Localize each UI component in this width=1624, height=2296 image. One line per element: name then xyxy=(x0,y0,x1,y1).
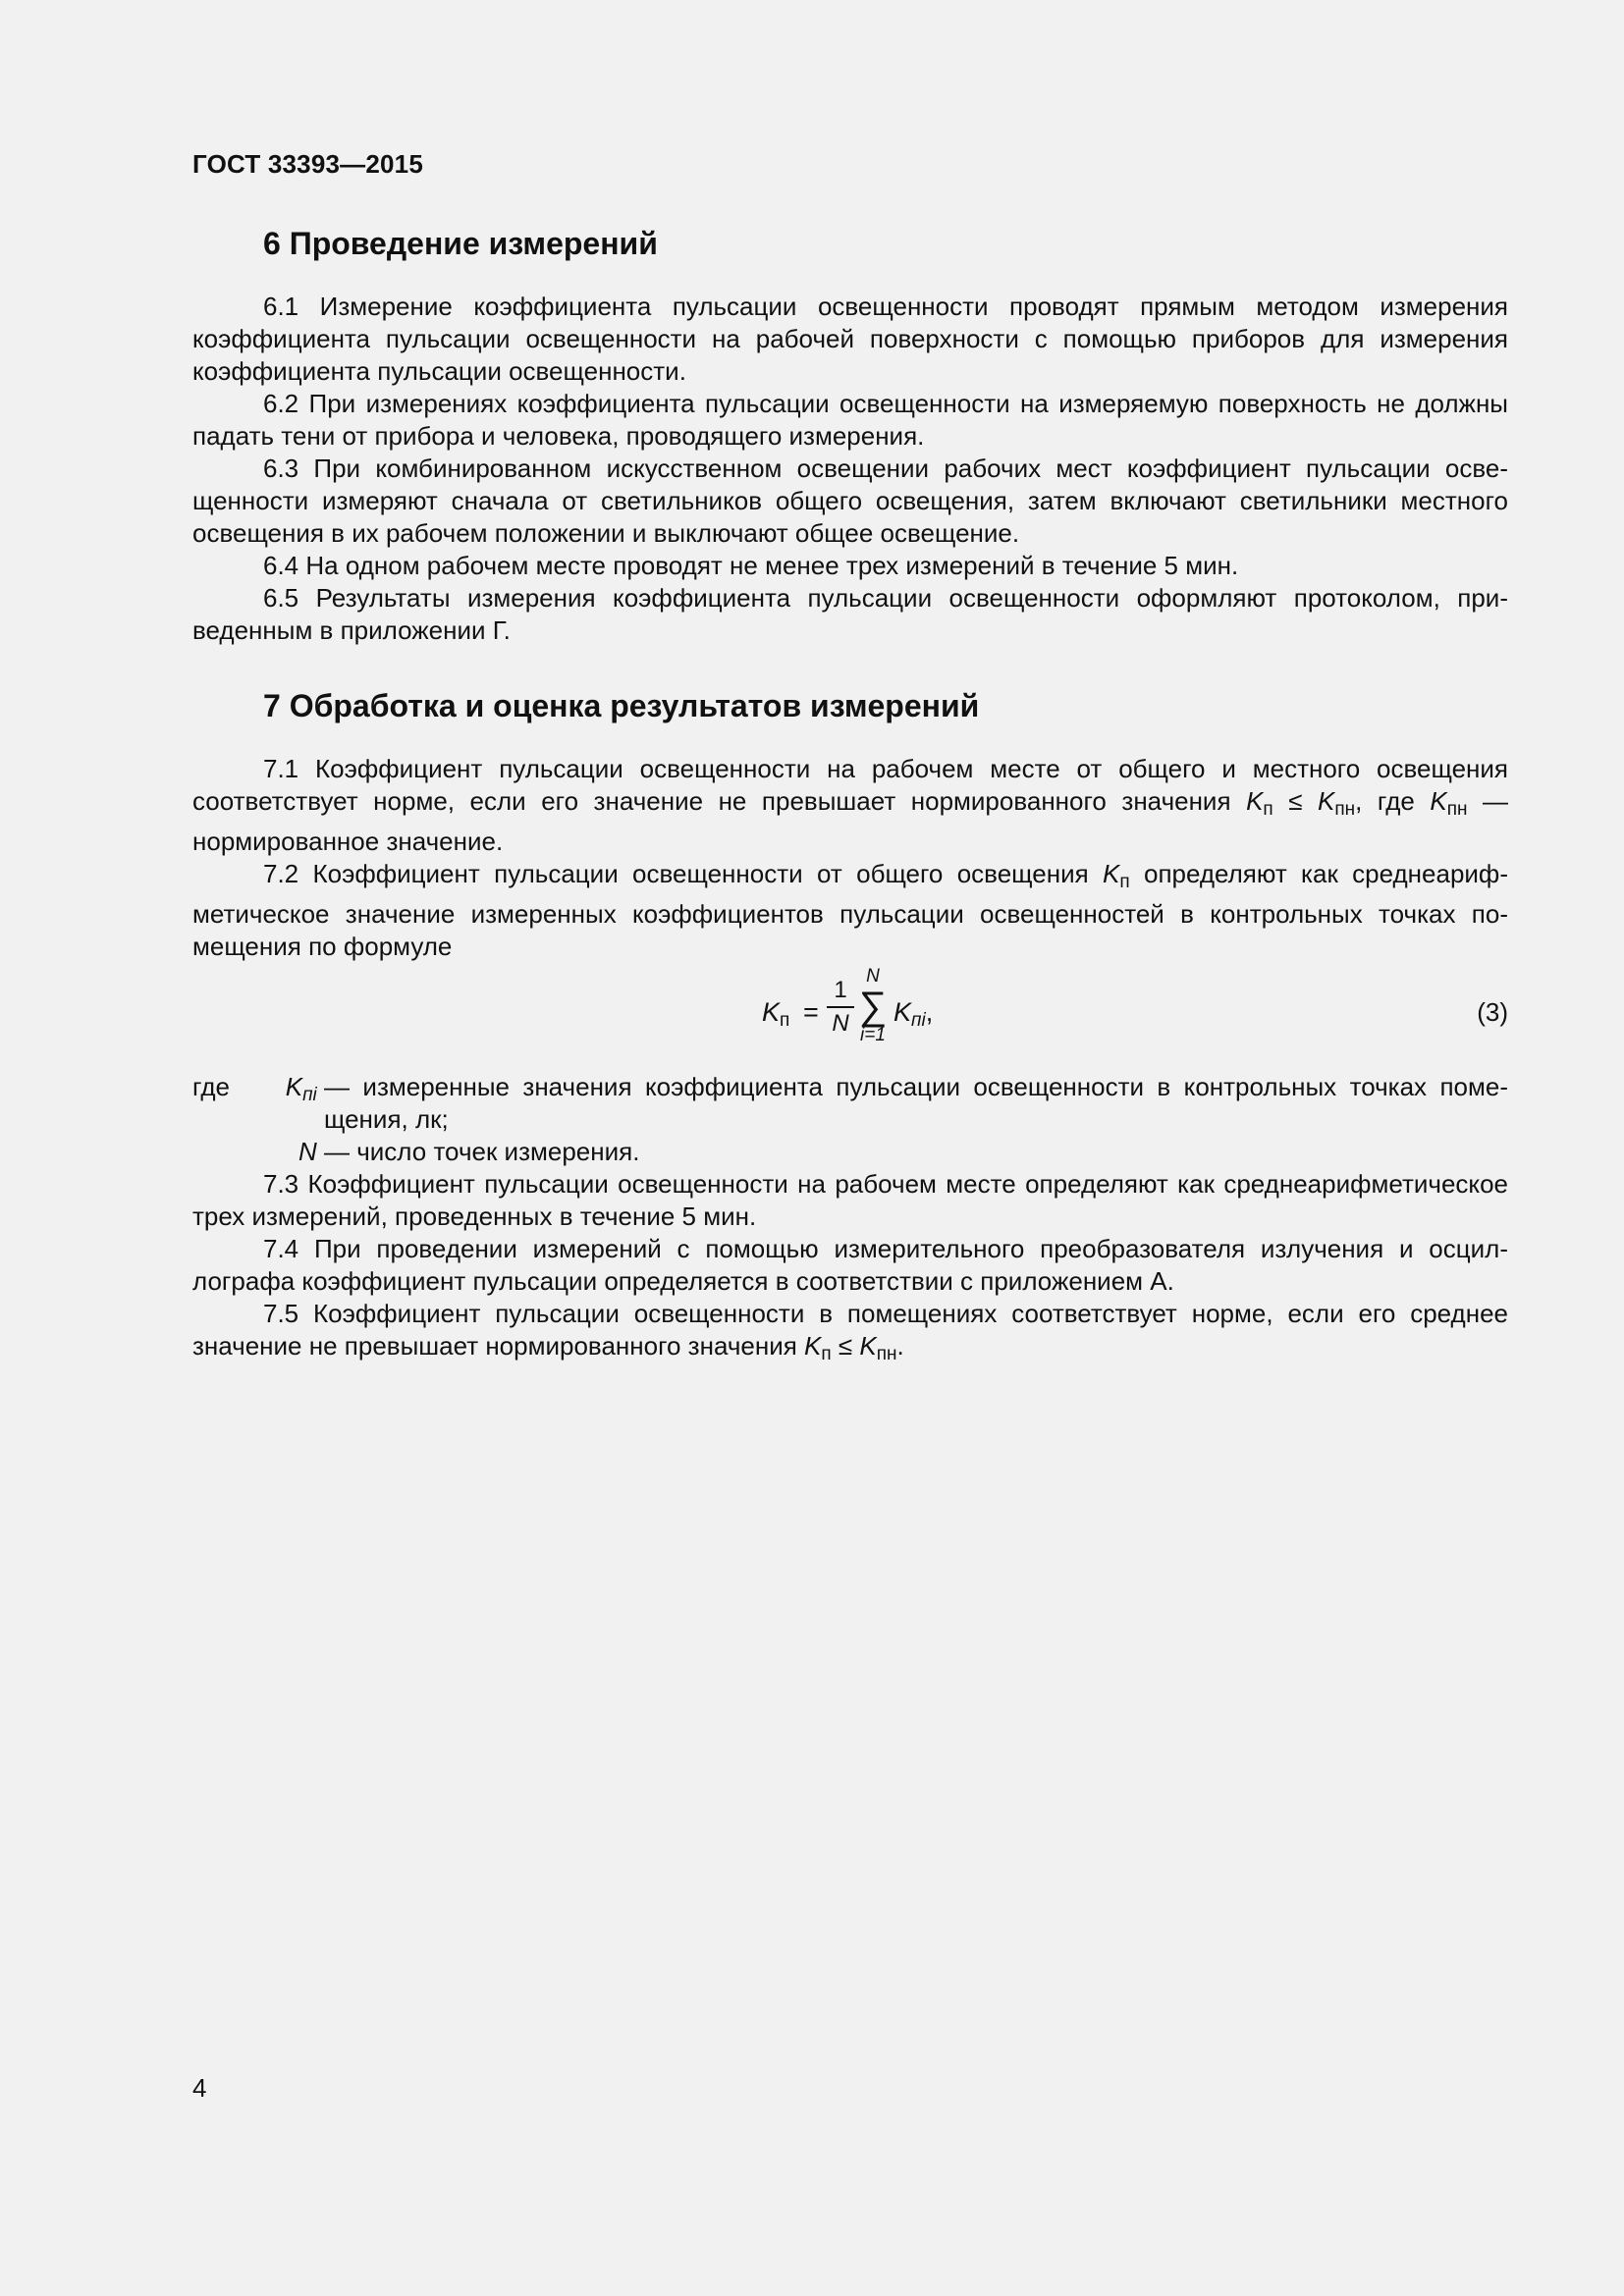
formula-number: (3) xyxy=(1477,997,1508,1027)
standard-header: ГОСТ 33393—2015 xyxy=(192,149,423,179)
formula-legend xyxy=(192,1071,1508,1168)
document-body xyxy=(192,224,1508,1370)
paragraph-6-2: 6.2 При измерениях коэффициента пульсации освещенности на измеряемую поверхность не должны падать тени от прибора и человека, проводящего измерения. xyxy=(192,389,1508,451)
paragraph-6-4: 6.4 На одном рабочем месте проводят не менее трех измерений в течение 5 мин. xyxy=(263,551,1239,580)
paragraph-6-5: 6.5 Результаты измерения коэффициента пульсации освещенности оформляют протоколом, приведенным в приложении Г. xyxy=(192,583,1508,645)
formula-lhs: $K_п$ xyxy=(762,997,790,1031)
formula-equals: = xyxy=(803,997,819,1027)
paragraph-7-5: 7.5 Коэффициент пульсации освещенности в помещениях соответствует норме, если его среднее значение не превышает нормированного значения $K_п \le K_{пн}$. xyxy=(192,1299,1508,1364)
section-7-title: 7 Обработка и оценка результатов измерений xyxy=(263,688,980,723)
section-6-title: 6 Проведение измерений xyxy=(263,226,658,261)
formula-3 xyxy=(192,967,1508,1061)
formula-rhs: $K_{пi}$, xyxy=(893,997,934,1031)
legend-def-kpi: — измеренные значения коэффициента пульсации освещенности в контрольных точках помещения, лк; xyxy=(324,1072,1508,1134)
formula-fraction: 1 N xyxy=(827,977,854,1038)
paragraph-7-1: 7.1 Коэффициент пульсации освещенности на рабочем месте от общего и местного освещения соответствует норме, если его значение не превышает нормированного значения $K_п \le K_{пн}$, где $K_{пн}$ — нормированное значение. xyxy=(192,754,1509,856)
legend-def-n: — число точек измерения. xyxy=(324,1137,640,1166)
page-number: 4 xyxy=(192,2073,207,2103)
legend-term-kpi: где $K_{пi}$ xyxy=(192,1072,317,1105)
paragraph-6-3: 6.3 При комбинированном искусственном освещении рабочих мест коэффициент пульсации освещенности измеряют сначала от светильников общего освещения, затем включают светильники местного освещения в их рабочем положении и выключают общее освещение. xyxy=(192,454,1508,548)
paragraph-7-2: 7.2 Коэффициент пульсации освещенности от общего освещения $K_п$ определяют как среднеарифметическое значение измеренных коэффициентов пульсации освещенностей в контрольных точках помещения по формуле xyxy=(192,859,1508,961)
paragraph-6-1: 6.1 Измерение коэффициента пульсации освещенности проводят прямым методом измерения коэффициента пульсации освещенности на рабочей поверхности с помощью приборов для измерения коэффициента пульсации освещенности. xyxy=(192,292,1508,386)
formula-expression xyxy=(762,967,958,1061)
paragraph-7-3: 7.3 Коэффициент пульсации освещенности на рабочем месте определяют как среднеарифметическое трех измерений, проведенных в течение 5 мин. xyxy=(192,1169,1508,1231)
paragraph-7-4: 7.4 При проведении измерений с помощью измерительного преобразователя излучения и осциллографа коэффициент пульсации определяется в соответствии с приложением А. xyxy=(192,1234,1508,1296)
formula-sum: N ∑ i=1 xyxy=(858,966,888,1045)
legend-term-n: N xyxy=(298,1137,317,1166)
